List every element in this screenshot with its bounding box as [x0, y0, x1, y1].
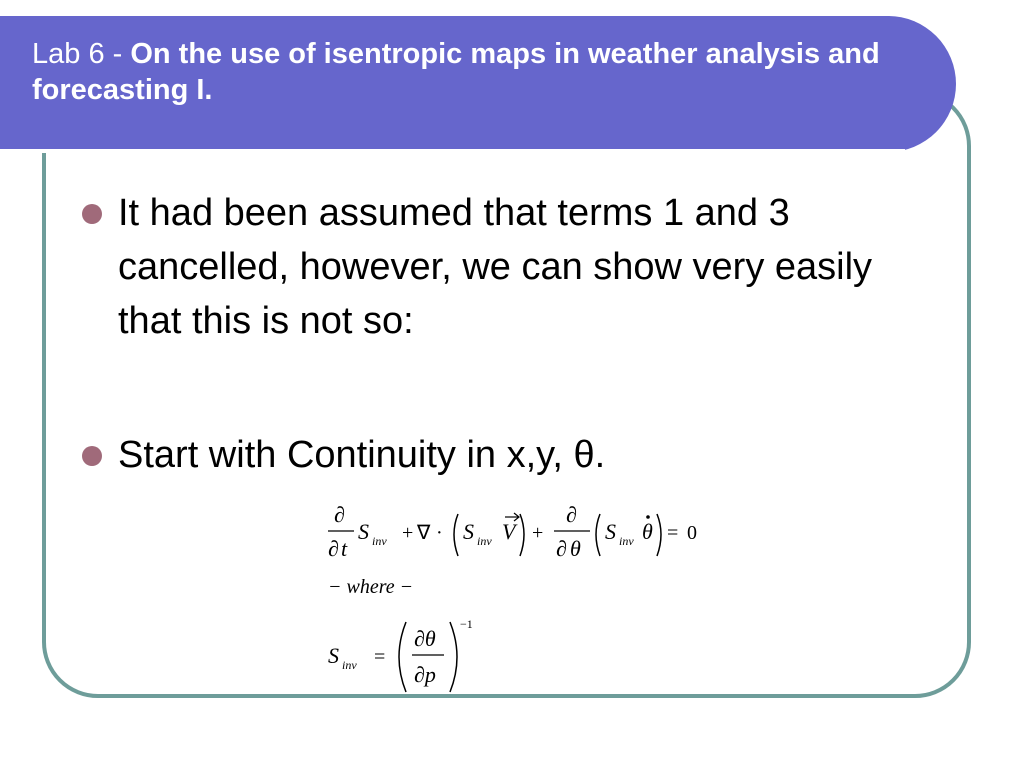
- eq2-exponent: −1: [460, 617, 473, 631]
- eq2-S: S: [328, 643, 339, 668]
- continuity-equation: [328, 502, 697, 561]
- eq1-theta-dot: θ: [642, 519, 653, 544]
- slide-title: [32, 36, 912, 108]
- eq1-S-2: S: [463, 519, 474, 544]
- eq1-d-num-2: ∂: [566, 502, 577, 527]
- eq2-numerator: ∂θ: [414, 626, 436, 651]
- time-derivative-dot-icon: [646, 515, 650, 519]
- eq1-dot: ·: [436, 522, 443, 544]
- eq1-V: V: [502, 519, 516, 544]
- title-prefix: Lab 6 -: [32, 38, 131, 70]
- eq1-inv-sub-3: inv: [619, 534, 634, 548]
- eq1-inv-sub-2: inv: [477, 534, 492, 548]
- equations-block: [322, 500, 742, 700]
- slide-header: [0, 16, 956, 152]
- eq2-paren-close: [450, 622, 457, 692]
- equations-svg: [322, 500, 742, 700]
- eq2-inv-sub: inv: [342, 658, 357, 672]
- nabla-icon: ∇: [417, 522, 431, 544]
- eq1-paren-open-2: [596, 514, 600, 556]
- eq1-S-3: S: [605, 519, 616, 544]
- eq1-theta-den: θ: [570, 536, 581, 561]
- eq1-paren-close-2: [657, 514, 661, 556]
- eq1-t: t: [341, 536, 348, 561]
- eq2-equals: =: [374, 646, 386, 668]
- bullet-item: [118, 428, 938, 482]
- eq1-paren-close: [520, 514, 524, 556]
- bullet-item: [118, 186, 938, 348]
- eq1-paren-open: [454, 514, 458, 556]
- eq1-plus-2: +: [532, 522, 544, 544]
- bullet-text: Start with Continuity in x,y, θ.: [118, 434, 606, 476]
- bullet-text: It had been assumed that terms 1 and 3 cancelled, however, we can show very easily that this is not so:: [118, 192, 873, 342]
- bullet-dot-icon: [82, 446, 102, 466]
- s-inv-definition: [328, 617, 473, 692]
- eq1-d-den-2: ∂: [556, 536, 567, 561]
- where-label: − where −: [328, 576, 414, 598]
- eq1-plus: +: [402, 522, 414, 544]
- header-underline: [0, 149, 905, 153]
- title-main: On the use of isentropic maps in weather analysis and forecasting I.: [32, 38, 880, 106]
- eq2-denominator: ∂p: [414, 662, 436, 687]
- eq1-inv-sub: inv: [372, 534, 387, 548]
- eq1-zero: 0: [687, 522, 697, 544]
- eq1-d-num: ∂: [334, 502, 345, 527]
- eq1-d-den: ∂: [328, 536, 339, 561]
- eq2-paren-open: [399, 622, 406, 692]
- bullet-dot-icon: [82, 204, 102, 224]
- eq1-S: S: [358, 519, 369, 544]
- eq1-equals: =: [667, 522, 679, 544]
